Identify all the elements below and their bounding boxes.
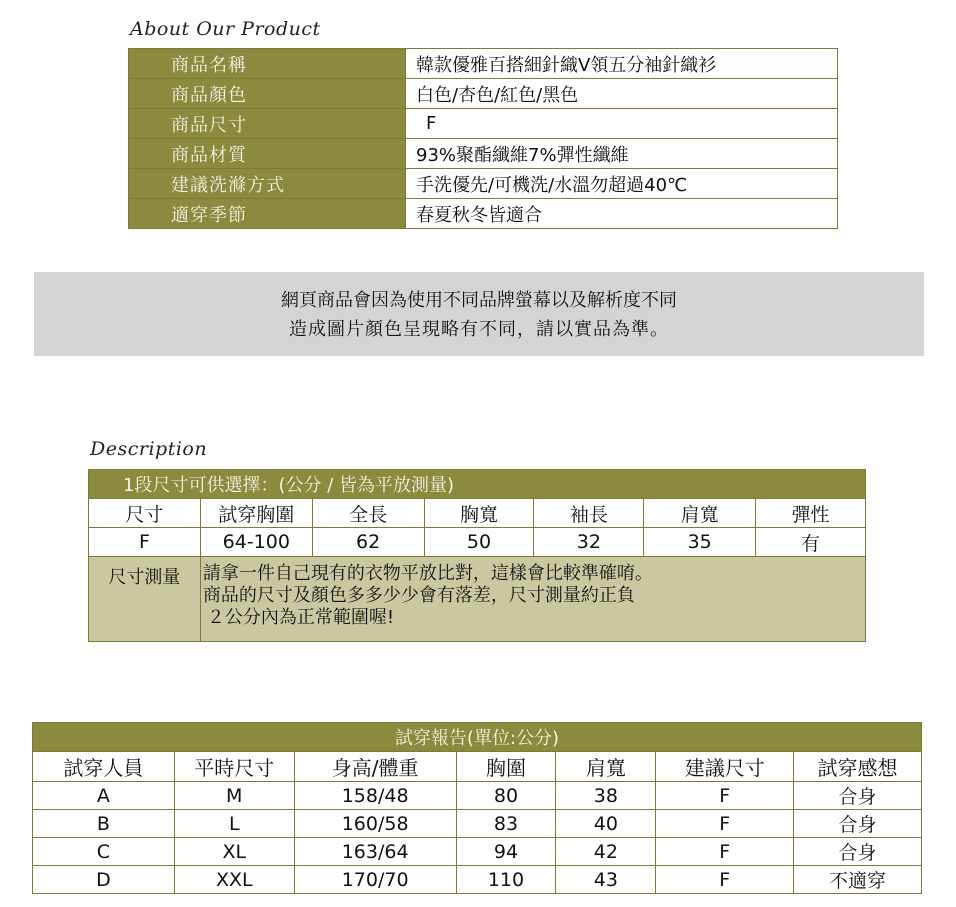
column-header: 彈性 [756,499,866,528]
column-header: 平時尺寸 [174,752,294,782]
report-cell: C [33,838,175,866]
report-cell: F [656,866,794,894]
column-header: 試穿人員 [33,752,175,782]
product-info-row [129,169,838,199]
column-header: 胸寬 [424,499,534,528]
report-cell: XL [174,838,294,866]
column-header: 建議尺寸 [656,752,794,782]
product-info-value: F [406,109,838,139]
report-cell: 163/64 [294,838,456,866]
report-cell: XXL [174,866,294,894]
report-cell: 38 [556,782,656,810]
table-row [33,866,922,894]
product-info-row [129,109,838,139]
report-cell: 合身 [794,838,922,866]
measure-note-row [89,557,866,642]
product-info-row [129,49,838,79]
column-header: 試穿感想 [794,752,922,782]
report-cell: 40 [556,810,656,838]
product-info-value: 韓款優雅百搭細針織V領五分袖針織衫 [406,49,838,79]
report-cell: 170/70 [294,866,456,894]
product-info-value: 手洗優先/可機洗/水溫勿超過40℃ [406,169,838,199]
product-info-value: 白色/杏色/紅色/黑色 [406,79,838,109]
product-info-row [129,79,838,109]
report-cell: 80 [456,782,556,810]
report-cell: 合身 [794,810,922,838]
report-cell: L [174,810,294,838]
size-cell: 50 [424,528,534,557]
report-cell: 158/48 [294,782,456,810]
product-info-key: 商品材質 [129,139,406,169]
report-cell: 110 [456,866,556,894]
size-cell: 64-100 [200,528,312,557]
notice-line-1: 網頁商品會因為使用不同品牌螢幕以及解析度不同 [281,290,677,311]
report-cell: F [656,810,794,838]
report-cell: 43 [556,866,656,894]
fitting-report-title: 試穿報告(單位:公分) [33,723,922,752]
size-table-row [89,528,866,557]
product-info-key: 適穿季節 [129,199,406,229]
size-cell: F [89,528,201,557]
column-header: 袖長 [534,499,644,528]
size-cell: 32 [534,528,644,557]
report-cell: 94 [456,838,556,866]
product-info-table [128,48,838,229]
description-title: Description [90,438,208,460]
report-cell: A [33,782,175,810]
product-info-key: 商品尺寸 [129,109,406,139]
measure-note-line: ２公分內為正常範圍喔! [206,607,395,628]
product-info-value: 93%聚酯纖維7%彈性纖維 [406,139,838,169]
report-cell: 83 [456,810,556,838]
measure-note-line: 商品的尺寸及顏色多多少少會有落差，尺寸測量約正負 [202,585,635,606]
size-table-columns [89,499,866,528]
report-cell: M [174,782,294,810]
table-row [33,810,922,838]
notice-line-2: 造成圖片顏色呈現略有不同，請以實品為準。 [289,319,669,340]
product-info-value: 春夏秋冬皆適合 [406,199,838,229]
report-cell: 合身 [794,782,922,810]
size-cell: 有 [756,528,866,557]
size-cell: 62 [312,528,424,557]
size-table-title: 1段尺寸可供選擇：(公分 / 皆為平放測量) [89,470,866,499]
measure-label: 尺寸測量 [89,557,201,642]
color-notice-banner [34,272,924,356]
report-cell: 160/58 [294,810,456,838]
size-cell: 35 [644,528,756,557]
product-info-row [129,199,838,229]
fitting-report-columns [33,752,922,782]
about-title: About Our Product [130,18,321,40]
size-table [88,469,866,642]
column-header: 試穿胸圍 [200,499,312,528]
product-info-key: 建議洗滌方式 [129,169,406,199]
measure-note [200,557,865,642]
report-cell: D [33,866,175,894]
report-cell: F [656,782,794,810]
fitting-report-header [33,723,922,752]
measure-note-line: 請拿一件自己現有的衣物平放比對，這樣會比較準確唷。 [202,563,653,584]
size-table-header [89,470,866,499]
report-cell: F [656,838,794,866]
column-header: 肩寬 [644,499,756,528]
table-row [33,782,922,810]
fitting-report-table [32,722,922,894]
column-header: 身高/體重 [294,752,456,782]
report-cell: 42 [556,838,656,866]
column-header: 胸圍 [456,752,556,782]
product-info-row [129,139,838,169]
column-header: 尺寸 [89,499,201,528]
column-header: 全長 [312,499,424,528]
column-header: 肩寬 [556,752,656,782]
product-info-key: 商品名稱 [129,49,406,79]
table-row [33,838,922,866]
report-cell: B [33,810,175,838]
product-info-key: 商品顏色 [129,79,406,109]
report-cell: 不適穿 [794,866,922,894]
